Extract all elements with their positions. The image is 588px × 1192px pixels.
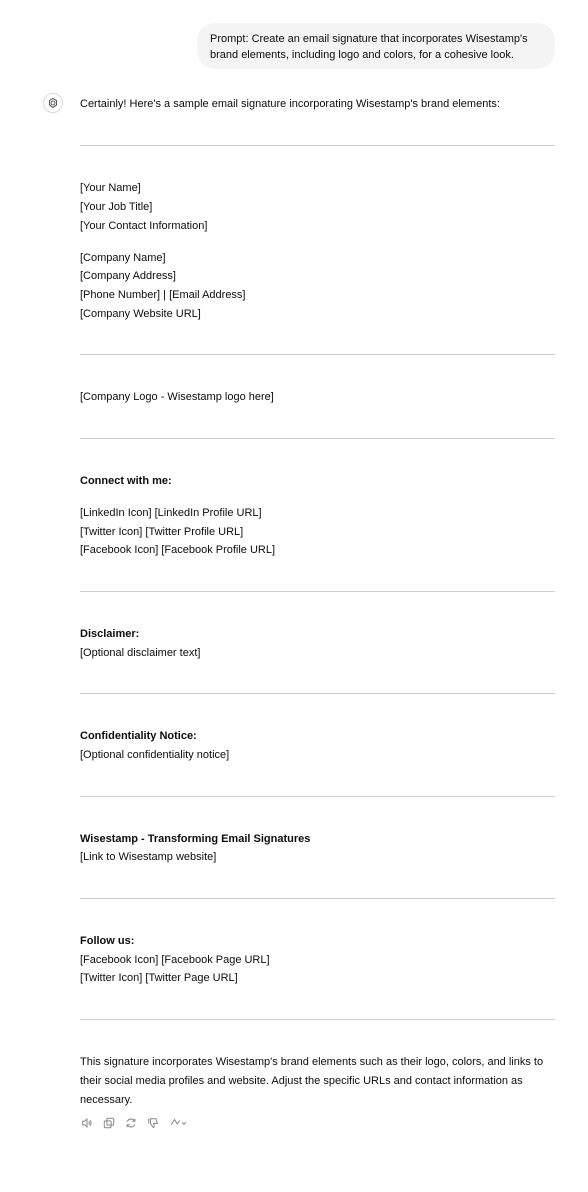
user-message-line: brand elements, including logo and colors, for a cohesive look.	[210, 49, 514, 61]
regenerate-icon[interactable]	[124, 1116, 138, 1130]
divider	[80, 796, 555, 797]
confidentiality-text: [Optional confidentiality notice]	[80, 749, 230, 761]
wisestamp-heading: Wisestamp - Transforming Email Signatures	[80, 833, 311, 845]
model-switch-icon[interactable]	[168, 1116, 188, 1130]
divider	[80, 693, 555, 694]
assistant-intro: Certainly! Here's a sample email signature incorporating Wisestamp's brand elements:	[80, 98, 500, 110]
linkedin-line: [LinkedIn Icon] [LinkedIn Profile URL]	[80, 507, 262, 519]
divider	[80, 354, 555, 355]
signature-job-title: [Your Job Title]	[80, 201, 153, 213]
signature-logo-placeholder: [Company Logo - Wisestamp logo here]	[80, 391, 274, 403]
wisestamp-link: [Link to Wisestamp website]	[80, 851, 217, 863]
divider	[80, 145, 555, 146]
signature-website: [Company Website URL]	[80, 308, 201, 320]
confidentiality-heading: Confidentiality Notice:	[80, 730, 197, 742]
connect-heading: Connect with me:	[80, 475, 172, 487]
speaker-icon[interactable]	[80, 1116, 94, 1130]
user-message-bubble	[197, 23, 555, 69]
follow-twitter-line: [Twitter Icon] [Twitter Page URL]	[80, 972, 238, 984]
signature-name: [Your Name]	[80, 182, 141, 194]
disclaimer-text: [Optional disclaimer text]	[80, 647, 201, 659]
user-message-line: Prompt: Create an email signature that incorporates Wisestamp's	[210, 33, 528, 45]
facebook-line: [Facebook Icon] [Facebook Profile URL]	[80, 544, 276, 556]
divider	[80, 591, 555, 592]
twitter-line: [Twitter Icon] [Twitter Profile URL]	[80, 526, 244, 538]
follow-heading: Follow us:	[80, 935, 135, 947]
signature-company-name: [Company Name]	[80, 252, 166, 264]
signature-contact: [Your Contact Information]	[80, 220, 208, 232]
divider	[80, 438, 555, 439]
openai-logo-icon	[47, 97, 59, 109]
signature-company-address: [Company Address]	[80, 270, 176, 282]
divider	[80, 1019, 555, 1020]
divider	[80, 898, 555, 899]
disclaimer-heading: Disclaimer:	[80, 628, 140, 640]
copy-icon[interactable]	[102, 1116, 116, 1130]
assistant-closing: This signature incorporates Wisestamp's brand elements such as their logo, colors, and links to their social media profiles and website. Adjust the specific URLs and contact information as necessary.	[80, 1056, 544, 1106]
assistant-avatar	[43, 93, 63, 113]
thumbs-down-icon[interactable]	[146, 1116, 160, 1130]
signature-phone-email: [Phone Number] | [Email Address]	[80, 289, 246, 301]
follow-facebook-line: [Facebook Icon] [Facebook Page URL]	[80, 954, 270, 966]
message-actions	[80, 1116, 188, 1130]
